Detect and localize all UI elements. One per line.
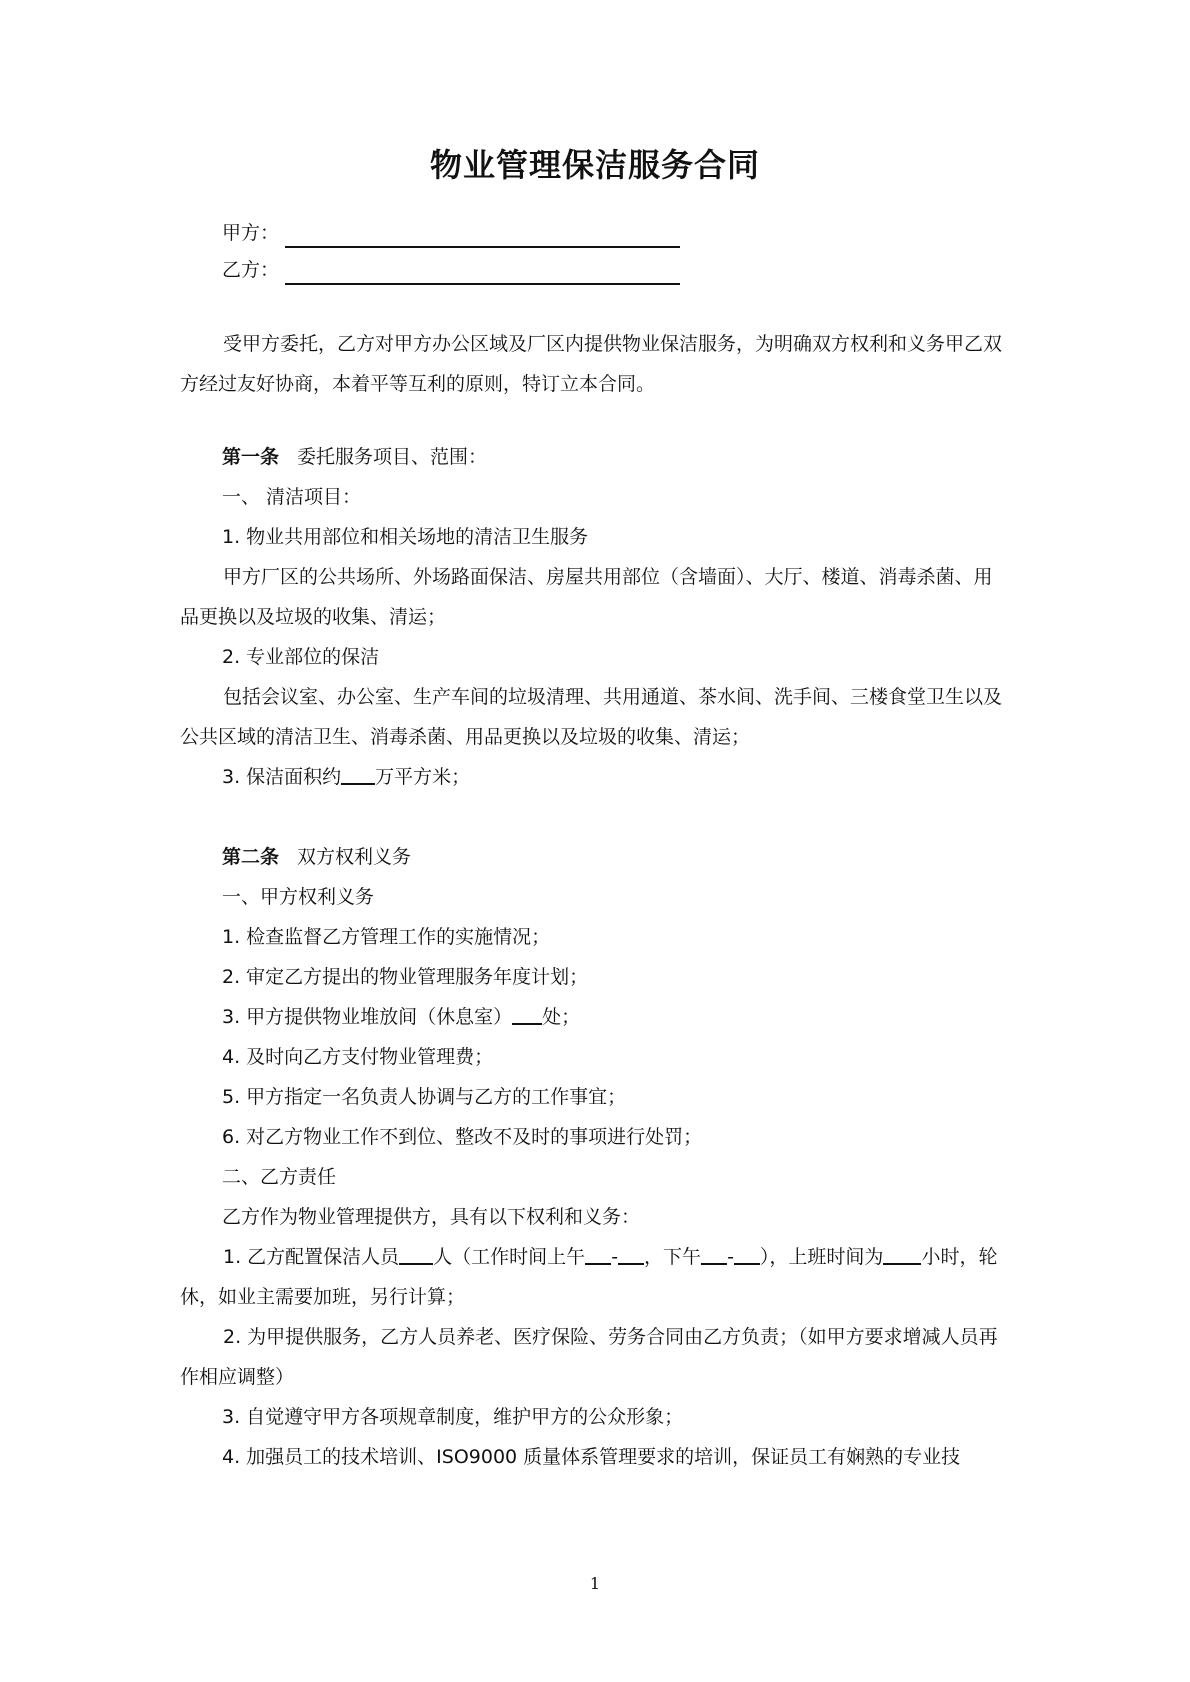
item-2-text: 包括会议室、办公室、生产车间的垃圾清理、共用通道、茶水间、洗手间、三楼食堂卫生以及公共区域的清洁卫生、消毒杀菌、用品更换以及垃圾的收集、清运； bbox=[180, 686, 1003, 748]
staff-count-blank bbox=[399, 1245, 433, 1265]
party-b-duties-heading: 二、乙方责任 bbox=[222, 1166, 337, 1188]
duty-b-1-text-d: ），上班时间为 bbox=[759, 1246, 884, 1268]
duty-a-3 bbox=[222, 997, 580, 1037]
item-3-prefix: 3. 保洁面积约 bbox=[222, 766, 342, 788]
duty-b-1-text-a: 1. 乙方配置保洁人员 bbox=[223, 1246, 400, 1268]
article-2-title: 双方权利义务 bbox=[297, 846, 412, 868]
duty-b-1-text-e: 小时，轮休，如业主需要加班，另行计算； bbox=[180, 1246, 998, 1308]
article-1-label: 第一条 bbox=[222, 446, 280, 468]
duty-a-1: 1. 检查监督乙方管理工作的实施情况； bbox=[222, 926, 551, 948]
am-start-blank bbox=[585, 1245, 611, 1265]
duty-b-1-text-b: 人（工作时间上午 bbox=[433, 1246, 586, 1268]
duty-b-3: 3. 自觉遵守甲方各项规章制度，维护甲方的公众形象； bbox=[222, 1406, 684, 1428]
item-3-suffix: 万平方米； bbox=[375, 766, 471, 788]
pm-end-blank bbox=[734, 1245, 760, 1265]
party-a-line bbox=[222, 218, 680, 248]
duty-a-2: 2. 审定乙方提出的物业管理服务年度计划； bbox=[222, 966, 589, 988]
duty-b-2: 2. 为甲提供服务，乙方人员养老、医疗保险、劳务合同由乙方负责；（如甲方要求增减人员再作相应调整） bbox=[180, 1326, 998, 1388]
party-b-line bbox=[222, 255, 680, 285]
room-count-blank bbox=[512, 1005, 542, 1025]
page-number: 1 bbox=[589, 1574, 601, 1593]
duty-a-5: 5. 甲方指定一名负责人协调与乙方的工作事宜； bbox=[222, 1086, 627, 1108]
item-1: 1. 物业共用部位和相关场地的清洁卫生服务 bbox=[222, 526, 589, 548]
article-1-heading bbox=[222, 437, 487, 477]
item-3 bbox=[222, 757, 470, 797]
duty-b-1 bbox=[180, 1237, 1010, 1317]
party-a-label: 甲方： bbox=[222, 222, 280, 244]
cleaning-items-heading: 一、 清洁项目： bbox=[222, 486, 362, 508]
article-2-heading bbox=[222, 837, 411, 877]
intro-paragraph: 受甲方委托，乙方对甲方办公区域及厂区内提供物业保洁服务，为明确双方权利和义务甲乙双方经过友好协商，本着平等互利的原则，特订立本合同。 bbox=[180, 333, 1003, 395]
pm-dash: - bbox=[727, 1246, 734, 1268]
am-end-blank bbox=[618, 1245, 644, 1265]
duty-a-3-prefix: 3. 甲方提供物业堆放间（休息室） bbox=[222, 1006, 513, 1028]
item-2: 2. 专业部位的保洁 bbox=[222, 646, 380, 668]
party-a-duties-heading: 一、甲方权利义务 bbox=[222, 886, 375, 908]
duty-a-6: 6. 对乙方物业工作不到位、整改不及时的事项进行处罚； bbox=[222, 1126, 703, 1148]
duty-b-1-text-c: ，下午 bbox=[644, 1246, 702, 1268]
party-b-label: 乙方： bbox=[222, 259, 280, 281]
am-dash: - bbox=[611, 1246, 619, 1268]
duty-b-4: 4. 加强员工的技术培训、ISO9000 质量体系管理要求的培训，保证员工有娴熟的专业技 bbox=[222, 1446, 961, 1468]
hours-blank bbox=[883, 1245, 921, 1265]
party-b-blank bbox=[285, 261, 680, 285]
area-blank bbox=[341, 765, 375, 785]
pm-start-blank bbox=[701, 1245, 727, 1265]
item-1-text: 甲方厂区的公共场所、外场路面保洁、房屋共用部位（含墙面）、大厅、楼道、消毒杀菌、用品更换以及垃圾的收集、清运； bbox=[180, 566, 993, 628]
party-a-blank bbox=[285, 224, 680, 248]
document-title: 物业管理保洁服务合同 bbox=[429, 146, 760, 184]
article-1-title: 委托服务项目、范围： bbox=[297, 446, 488, 468]
party-b-duties-intro: 乙方作为物业管理提供方，具有以下权利和义务： bbox=[222, 1206, 641, 1228]
article-2-label: 第二条 bbox=[222, 846, 280, 868]
duty-a-4: 4. 及时向乙方支付物业管理费； bbox=[222, 1046, 494, 1068]
duty-a-3-suffix: 处； bbox=[542, 1006, 581, 1028]
